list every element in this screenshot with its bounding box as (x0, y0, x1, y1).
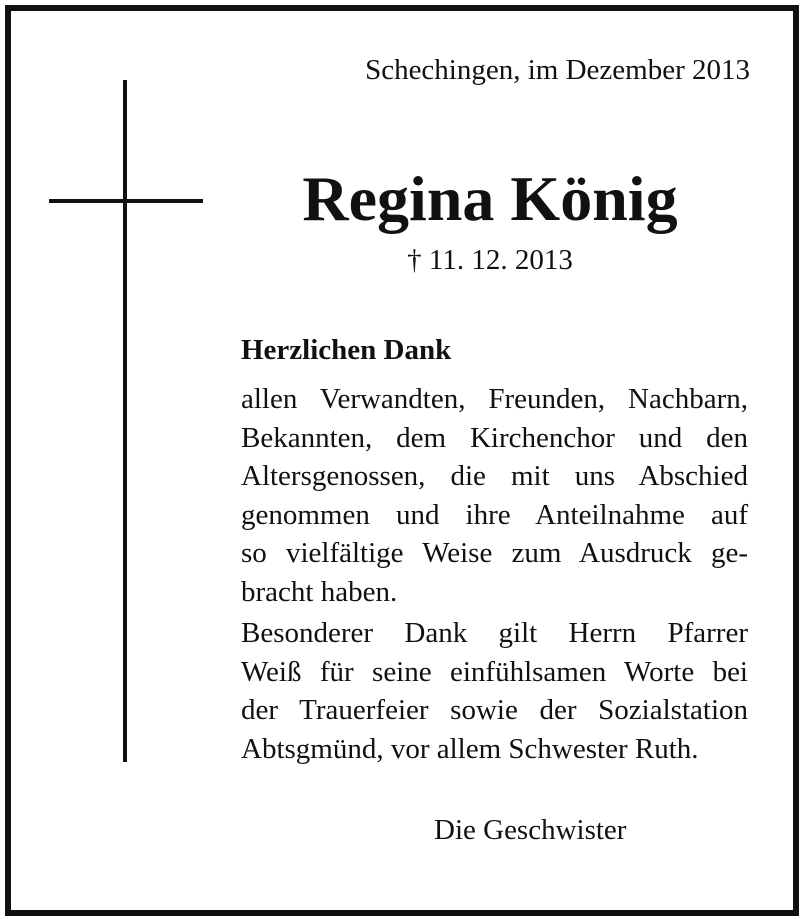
paragraph-line: Weiß für seine einfühlsamen Worte bei (241, 655, 748, 688)
paragraph-line: der Trauerfeier sowie der Sozialstation (241, 694, 748, 727)
thanks-paragraph-2 (241, 614, 748, 768)
paragraph-line: Besonderer Dank gilt Herrn Pfarrer (241, 617, 748, 649)
thanks-paragraph-1 (241, 380, 748, 612)
paragraph-line: genommen und ihre Anteilnahme auf (241, 498, 748, 531)
paragraph-line: Abtsgmünd, vor allem Schwester Ruth. (241, 732, 699, 765)
signature: Die Geschwister (434, 814, 627, 846)
paragraph-line: Altersgenossen, die mit uns Abschied (241, 460, 748, 493)
paragraph-line: Bekannten, dem Kirchenchor und den (241, 421, 748, 454)
thanks-heading: Herzlichen Dank (241, 334, 452, 366)
paragraph-line: bracht haben. (241, 575, 398, 608)
cross-icon (123, 80, 127, 762)
paragraph-line: so vielfältige Weise zum Ausdruck ge- (241, 537, 748, 570)
deceased-name: Regina König (302, 163, 678, 234)
place-date: Schechingen, im Dezember 2013 (365, 54, 750, 86)
cross-icon-crossbar (49, 199, 203, 203)
death-date: † 11. 12. 2013 (407, 244, 573, 276)
paragraph-line: allen Verwandten, Freunden, Nachbarn, (241, 383, 748, 415)
